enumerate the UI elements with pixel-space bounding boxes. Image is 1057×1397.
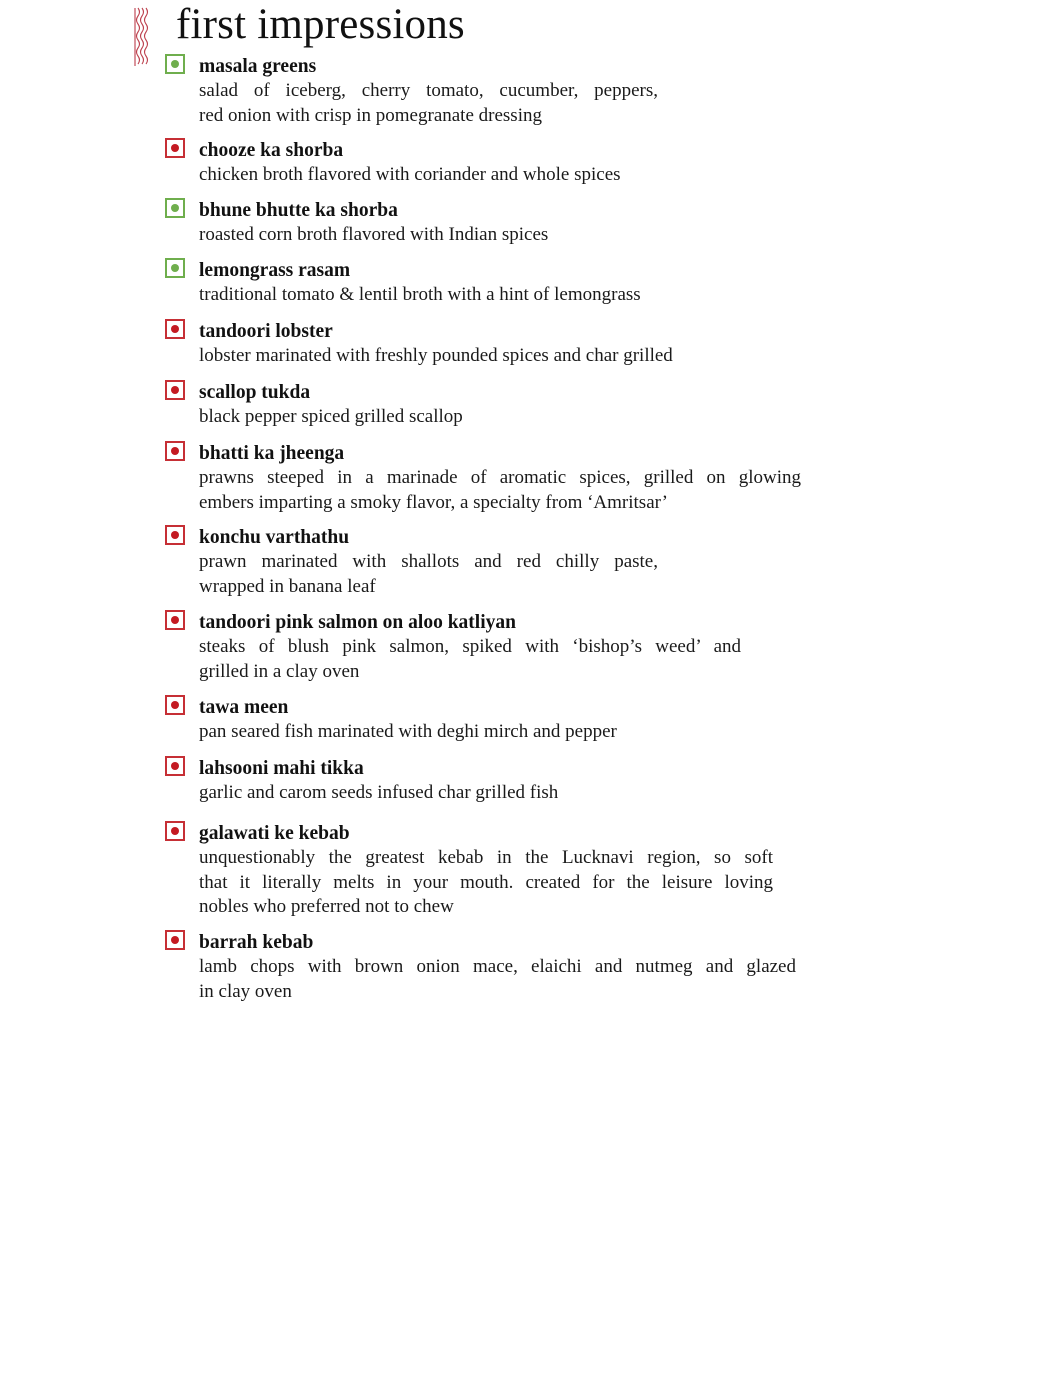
item-description-line: roasted corn broth flavored with Indian spices bbox=[199, 224, 549, 245]
item-description bbox=[199, 466, 845, 515]
item-description-line: salad of iceberg, cherry tomato, cucumber, peppers, bbox=[199, 80, 658, 101]
item-name: tandoori lobster bbox=[199, 321, 333, 342]
menu-item bbox=[165, 756, 845, 806]
item-description-line: wrapped in banana leaf bbox=[199, 575, 376, 597]
item-description-line: prawns steeped in a marinade of aromatic spices, grilled on glowing bbox=[199, 467, 801, 488]
veg-marker-icon bbox=[165, 198, 185, 218]
nonveg-marker-icon bbox=[165, 756, 185, 776]
nonveg-marker-icon bbox=[165, 441, 185, 461]
item-description bbox=[199, 79, 845, 128]
item-description bbox=[199, 635, 845, 684]
menu-item bbox=[165, 138, 845, 188]
item-description bbox=[199, 405, 845, 430]
menu-item bbox=[165, 821, 845, 920]
item-name: bhatti ka jheenga bbox=[199, 443, 345, 464]
item-description-line: traditional tomato & lentil broth with a hint of lemongrass bbox=[199, 284, 641, 305]
nonveg-marker-icon bbox=[165, 695, 185, 715]
item-name: konchu varthathu bbox=[199, 527, 350, 548]
menu-item bbox=[165, 441, 845, 515]
item-name: galawati ke kebab bbox=[199, 823, 350, 844]
item-description bbox=[199, 283, 845, 308]
nonveg-marker-icon bbox=[165, 138, 185, 158]
item-description-line: in clay oven bbox=[199, 980, 292, 1002]
item-description-line: unquestionably the greatest kebab in the Lucknavi region, so soft bbox=[199, 847, 773, 868]
menu-item bbox=[165, 525, 845, 599]
item-description bbox=[199, 720, 845, 745]
item-description bbox=[199, 781, 845, 806]
nonveg-marker-icon bbox=[165, 380, 185, 400]
item-name: tandoori pink salmon on aloo katliyan bbox=[199, 612, 516, 633]
menu-item bbox=[165, 54, 845, 128]
nonveg-marker-icon bbox=[165, 930, 185, 950]
item-description-line: pan seared fish marinated with deghi mirch and pepper bbox=[199, 721, 617, 742]
item-name: bhune bhutte ka shorba bbox=[199, 200, 398, 221]
menu-item bbox=[165, 198, 845, 248]
item-name: masala greens bbox=[199, 56, 317, 77]
item-name: scallop tukda bbox=[199, 382, 311, 403]
item-description-line: prawn marinated with shallots and red chilly paste, bbox=[199, 551, 658, 572]
nonveg-marker-icon bbox=[165, 821, 185, 841]
veg-marker-icon bbox=[165, 54, 185, 74]
item-description-line: nobles who preferred not to chew bbox=[199, 896, 454, 917]
item-name: tawa meen bbox=[199, 697, 289, 718]
item-description-line: embers imparting a smoky flavor, a specialty from ‘Amritsar’ bbox=[199, 491, 668, 513]
item-description-line: red onion with crisp in pomegranate dressing bbox=[199, 104, 542, 126]
menu-item bbox=[165, 610, 845, 684]
menu-item bbox=[165, 695, 845, 745]
decorative-ornament-icon bbox=[132, 6, 152, 68]
item-description bbox=[199, 163, 845, 188]
item-name: chooze ka shorba bbox=[199, 140, 344, 161]
veg-marker-icon bbox=[165, 258, 185, 278]
item-description bbox=[199, 550, 845, 599]
item-description-line: that it literally melts in your mouth. created for the leisure loving bbox=[199, 871, 773, 893]
menu-item bbox=[165, 258, 845, 308]
item-name: lemongrass rasam bbox=[199, 260, 351, 281]
nonveg-marker-icon bbox=[165, 319, 185, 339]
menu-item bbox=[165, 380, 845, 430]
item-description bbox=[199, 223, 845, 248]
item-description-line: grilled in a clay oven bbox=[199, 660, 360, 682]
item-name: barrah kebab bbox=[199, 932, 314, 953]
item-description-line: steaks of blush pink salmon, spiked with ‘bishop’s weed’ and bbox=[199, 636, 741, 657]
section-title: first impressions bbox=[176, 1, 465, 48]
item-description bbox=[199, 846, 845, 920]
nonveg-marker-icon bbox=[165, 525, 185, 545]
item-description-line: chicken broth flavored with coriander and whole spices bbox=[199, 164, 621, 185]
menu-item bbox=[165, 930, 845, 1004]
item-description bbox=[199, 955, 845, 1004]
item-name: lahsooni mahi tikka bbox=[199, 758, 364, 779]
item-description-line: lamb chops with brown onion mace, elaichi and nutmeg and glazed bbox=[199, 956, 796, 977]
item-description bbox=[199, 344, 845, 369]
item-description-line: black pepper spiced grilled scallop bbox=[199, 406, 463, 427]
menu-item bbox=[165, 319, 845, 369]
item-description-line: lobster marinated with freshly pounded spices and char grilled bbox=[199, 345, 673, 366]
nonveg-marker-icon bbox=[165, 610, 185, 630]
item-description-line: garlic and carom seeds infused char grilled fish bbox=[199, 782, 559, 803]
